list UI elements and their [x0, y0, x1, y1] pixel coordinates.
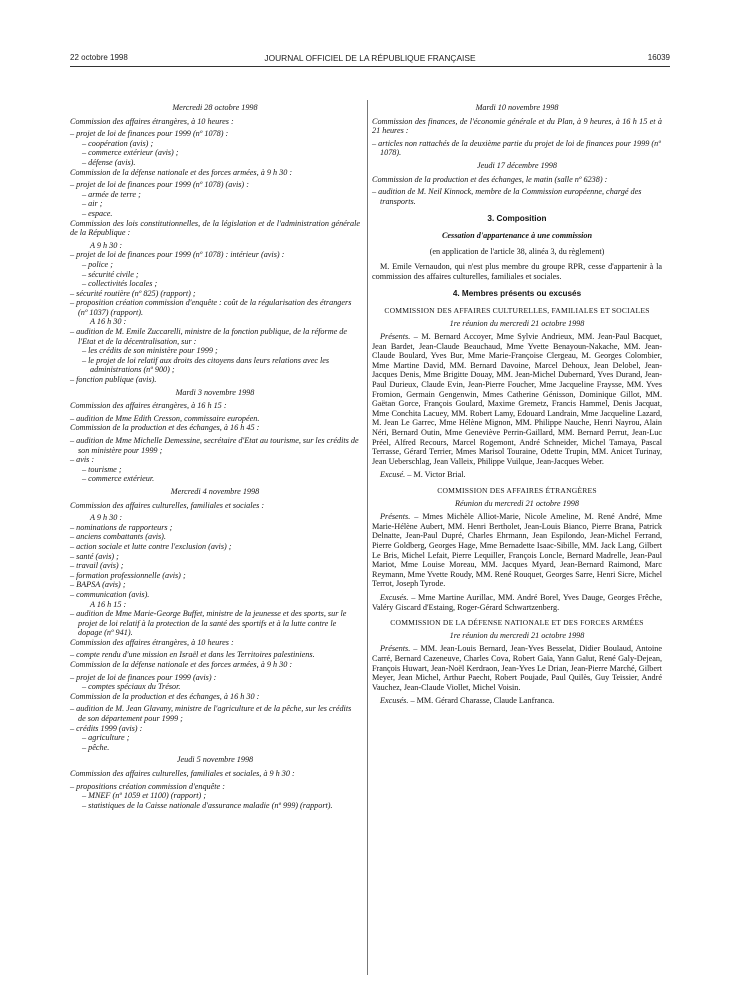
agenda-item: – articles non rattachés de la deuxième partie du projet de loi de finances pour 1999 (nº 1078). [372, 138, 661, 158]
agenda-item: – projet de loi de finances pour 1999 (nº 1078) : [70, 129, 229, 139]
agenda-item: – propositions création commission d'enquête : [70, 781, 225, 791]
agenda-subitem: – agriculture ; [82, 733, 130, 743]
member-list-names: – M. Victor Brial. [405, 470, 466, 480]
member-list-label: Excusés. [380, 696, 409, 706]
agenda-item: – audition de Mme Michelle Demessine, secrétaire d'Etat au tourisme, sur les crédits de son ministère pour 1999 ; [70, 436, 359, 455]
agenda-subitem: – comptes spéciaux du Trésor. [82, 682, 181, 692]
member-list [372, 470, 662, 480]
session-time: A 9 h 30 : [90, 513, 123, 523]
agenda-item: – BAPSA (avis) ; [70, 580, 126, 590]
section-title: 3. Composition [487, 214, 547, 224]
member-list [372, 332, 662, 466]
agenda-subitem: – armée de terre ; [82, 189, 141, 199]
agenda-item: – audition de M. Jean Glavany, ministre de l'agriculture et de la pêche, sur les crédits de son département pour 1999 ; [70, 704, 352, 724]
agenda-item: – communication (avis). [70, 589, 150, 599]
commission-heading: Commission des affaires étrangères, à 10 heures : [70, 116, 234, 126]
commission-heading: Commission de la défense nationale et des forces armées, à 9 h 30 : [70, 660, 293, 670]
member-list [372, 644, 662, 692]
commission-heading: Commission des affaires étrangères, à 10 heures : [70, 637, 234, 647]
agenda-subitem: – défense (avis). [82, 157, 136, 167]
member-list-label: Présents. [380, 512, 411, 522]
commission-title: COMMISSION DE LA DÉFENSE NATIONALE ET DES FORCES ARMÉES [390, 618, 644, 628]
member-list-names: – MM. Gérard Charasse, Claude Lanfranca. [408, 696, 555, 706]
session-date: Réunion du mercredi 21 octobre 1998 [455, 498, 579, 508]
agenda-item: – santé (avis) ; [70, 551, 119, 561]
agenda-subitem: – espace. [82, 208, 113, 218]
commission-heading: Commission de la production et des échanges, à 16 h 30 : [70, 691, 260, 701]
session-date: Mardi 10 novembre 1998 [475, 103, 559, 112]
commission-heading: Commission de la production et des échanges, le matin (salle nº 6238) : [372, 174, 608, 184]
agenda-subitem: – commerce extérieur. [82, 474, 155, 484]
agenda-item: – crédits 1999 (avis) : [70, 723, 143, 733]
agenda-subitem: – air ; [82, 199, 103, 209]
commission-heading: Commission des finances, de l'économie générale et du Plan, à 9 heures, à 16 h 15 et à 21 heures : [372, 116, 662, 136]
commission-heading: Commission des affaires culturelles, familiales et sociales, à 9 h 30 : [70, 769, 295, 778]
header-title: JOURNAL OFFICIEL DE LA RÉPUBLIQUE FRANÇAISE [264, 53, 476, 63]
member-list-label: Excusés. [380, 592, 409, 602]
agenda-item: – proposition création commission d'enquête : coût de la régularisation des étrangers (nº 1037) (rapport). [70, 298, 352, 317]
session-date: Mercredi 28 octobre 1998 [172, 103, 258, 112]
commission-heading: Commission des lois constitutionnelles, de la législation et de l'administration générale de la République : [70, 218, 360, 238]
member-list-names: – Mme Martine Aurillac, MM. André Borel, Yves Dauge, Georges Frêche, Valéry Giscard d'Estaing, Roger-Gérard Schwartzenberg. [372, 592, 662, 612]
agenda-subitem: – coopération (avis) ; [82, 138, 154, 148]
header-date: 22 octobre 1998 [70, 53, 128, 62]
session-date: Jeudi 5 novembre 1998 [176, 755, 254, 765]
commission-heading: Commission de la défense nationale et des forces armées, à 9 h 30 : [70, 167, 293, 177]
member-list-label: Excusé. [380, 470, 406, 480]
agenda-item: – action sociale et lutte contre l'exclusion (avis) ; [70, 541, 232, 551]
agenda-subitem: – collectivités locales ; [82, 279, 158, 289]
agenda-item: – audition de Mme Edith Cresson, commissaire européen. [70, 413, 260, 423]
commission-heading: Commission de la production et des échanges, à 16 h 45 : [70, 423, 260, 433]
agenda-item: – projet de loi de finances pour 1999 (avis) : [70, 672, 217, 682]
agenda-subitem: – commerce extérieur (avis) ; [82, 148, 179, 158]
section-title: 4. Membres présents ou excusés [452, 289, 582, 299]
agenda-item: – travail (avis) ; [70, 561, 124, 571]
agenda-item: – audition de M. Neil Kinnock, membre de la Commission européenne, chargé des transports. [372, 187, 642, 206]
session-time: A 9 h 30 : [90, 240, 123, 250]
agenda-subitem: – sécurité civile ; [82, 269, 139, 279]
session-date: Mardi 3 novembre 1998 [175, 387, 255, 397]
commission-heading: Commission des affaires étrangères, à 16 h 15 : [70, 401, 227, 411]
header-rule [70, 66, 670, 67]
session-time: A 16 h 30 : [90, 317, 127, 327]
agenda-subitem: – le projet de loi relatif aux droits des citoyens dans leurs relations avec les administrations (nº 900) ; [82, 355, 330, 375]
agenda-subitem: – pêche. [82, 742, 110, 752]
member-list [372, 696, 662, 706]
commission-heading: Commission des affaires culturelles, familiales et sociales : [70, 500, 265, 510]
agenda-item: – audition de M. Emile Zuccarelli, ministre de la fonction publique, de la réforme de l'Etat et de la décentralisation, sur : [70, 327, 348, 346]
member-list-label: Présents. [380, 332, 411, 342]
section-subtitle: Cessation d'appartenance à une commission [441, 230, 593, 240]
header-page-number: 16039 [647, 53, 670, 62]
session-date: Mercredi 4 novembre 1998 [170, 486, 260, 496]
paragraph: M. Emile Vernaudon, qui n'est plus membre du groupe RPR, cesse d'appartenir à la commission des affaires culturelles, familiales et sociales. [372, 262, 662, 281]
agenda-item: – sécurité routière (nº 825) (rapport) ; [70, 288, 196, 298]
agenda-item: – anciens combattants (avis). [70, 532, 166, 542]
left-column [70, 100, 360, 810]
member-list [372, 512, 662, 589]
agenda-item: – compte rendu d'une mission en Israël et dans les Territoires palestiniens. [70, 650, 315, 660]
agenda-item: – projet de loi de finances pour 1999 (nº 1078) (avis) : [70, 180, 249, 190]
agenda-subitem: – police ; [82, 259, 113, 269]
commission-title: COMMISSION DES AFFAIRES CULTURELLES, FAMILIALES ET SOCIALES [384, 305, 650, 315]
member-list [372, 593, 662, 612]
member-list-names: – MM. Jean-Louis Bernard, Jean-Yves Besselat, Didier Boulaud, Antoine Carré, Bernard Cazeneuve, Charles Cova, Robert Gaïa, Yann Galut, René Galy-Dejean, François Huwart, Jean-Noël Kerdraon, Jean-Yves Le Drian, Jean-Pierre Marché, Gilbert Meyer, Jean Michel, Arthur Paecht, Robert Poujade, Paul Quilès, Guy Teissier, André Vauchez, Jean-Claude Viollet, Michel Voisin. [372, 644, 662, 692]
agenda-item: – avis : [70, 455, 95, 465]
commission-title: COMMISSION DES AFFAIRES ÉTRANGÈRES [437, 486, 597, 495]
agenda-item: – formation professionnelle (avis) ; [70, 570, 186, 580]
column-divider [367, 100, 368, 975]
agenda-item: – nominations de rapporteurs ; [70, 522, 173, 532]
session-date: Jeudi 17 décembre 1998 [477, 160, 557, 170]
section-note: (en application de l'article 38, alinéa 3, du règlement) [429, 246, 605, 256]
agenda-subitem: – MNEF (nº 1059 et 1100) (rapport) ; [82, 791, 207, 801]
agenda-item: – projet de loi de finances pour 1999 (nº 1078) : intérieur (avis) : [70, 250, 285, 260]
agenda-subitem: – les crédits de son ministère pour 1999 ; [82, 346, 218, 356]
session-date: 1re réunion du mercredi 21 octobre 1998 [449, 318, 585, 328]
page-header [70, 53, 670, 67]
session-date: 1re réunion du mercredi 21 octobre 1998 [449, 630, 585, 640]
member-list-names: – M. Bernard Accoyer, Mme Sylvie Andrieux, MM. Jean-Paul Bacquet, Jean Bardet, Jean-Claude Beauchaud, Mme Yvette Benayoun-Nakache, MM. Jean-Claude Boulard, Yves Bur, Mme Marie-Françoise Clergeau, M. Georges Colombier, Mme Martine David, MM. Bernard Davoine, Marcel Dehoux, Jean Delobel, Jean-Jacques Denis, Mme Brigitte Douay, MM. Jean-Michel Dubernard, Yves Durand, Jean-Paul Durieux, Claude Evin, Jean-Pierre Foucher, Mme Jacqueline Fraysse, MM. Yves Fromion, Germain Gengenwin, Mmes Catherine Génisson, Dominique Gillot, MM. Gaëtan Gorce, François Goulard, Maxime Gremetz, Francis Hammel, Denis Jacquat, Mme Conchita Lacuey, MM. Robert Lamy, Edouard Landrain, Mme Jacqueline Lazard, M. Jean Le Garrec, Mme Hélène Mignon, MM. Philippe Nauche, Henri Nayrou, Alain Néri, Bernard Outin, Mme Geneviève Perrin-Gaillard, MM. Bernard Perrut, Jean-Luc Préel, Alfred Recours, Marcel Rogemont, André Schneider, Michel Tamaya, Pascal Terrasse, Gérard Terrier, Mmes Marisol Touraine, Odette Trupin, MM. Anicet Turinay, Jean Ueberschlag, Jean Valleix, Philippe Vuilque, Jean-Jacques Weber. [372, 332, 662, 466]
agenda-item: – fonction publique (avis). [70, 375, 157, 385]
agenda-subitem: – statistiques de la Caisse nationale d'assurance maladie (nº 999) (rapport). [82, 800, 333, 810]
agenda-item: – audition de Mme Marie-George Buffet, ministre de la jeunesse et des sports, sur le projet de loi relatif à la protection de la santé des sportifs et à la lutte contre le dopage (nº 941). [70, 609, 347, 638]
agenda-subitem: – tourisme ; [82, 464, 122, 474]
session-time: A 16 h 15 : [90, 599, 127, 609]
member-list-label: Présents. [380, 644, 411, 654]
member-list-names: – Mmes Michèle Alliot-Marie, Nicole Ameline, M. René André, Mme Marie-Hélène Aubert, MM. Henri Bertholet, Jean-Louis Bianco, Pierre Brana, Patrick Delnatte, Jean-Paul Dupré, Charles Ehrmann, Jean Espilondo, Jean-Michel Ferrand, Pierre Goldberg, Georges Hage, Mme Bernadette Isaac-Sibille, MM. Jack Lang, Gilbert Le Bris, Michel Lefait, Pierre Lequiller, François Loncle, Bernard Madrelle, Jean-Paul Mariot, Mme Louise Moreau, MM. Jacques Myard, Jean-Bernard Raimond, Marc Reymann, Mme Yvette Roudy, MM. René Rouquet, Georges Sarre, Henri Sicre, Michel Terrot, Joseph Tyrode. [372, 512, 662, 589]
right-column [372, 100, 662, 710]
